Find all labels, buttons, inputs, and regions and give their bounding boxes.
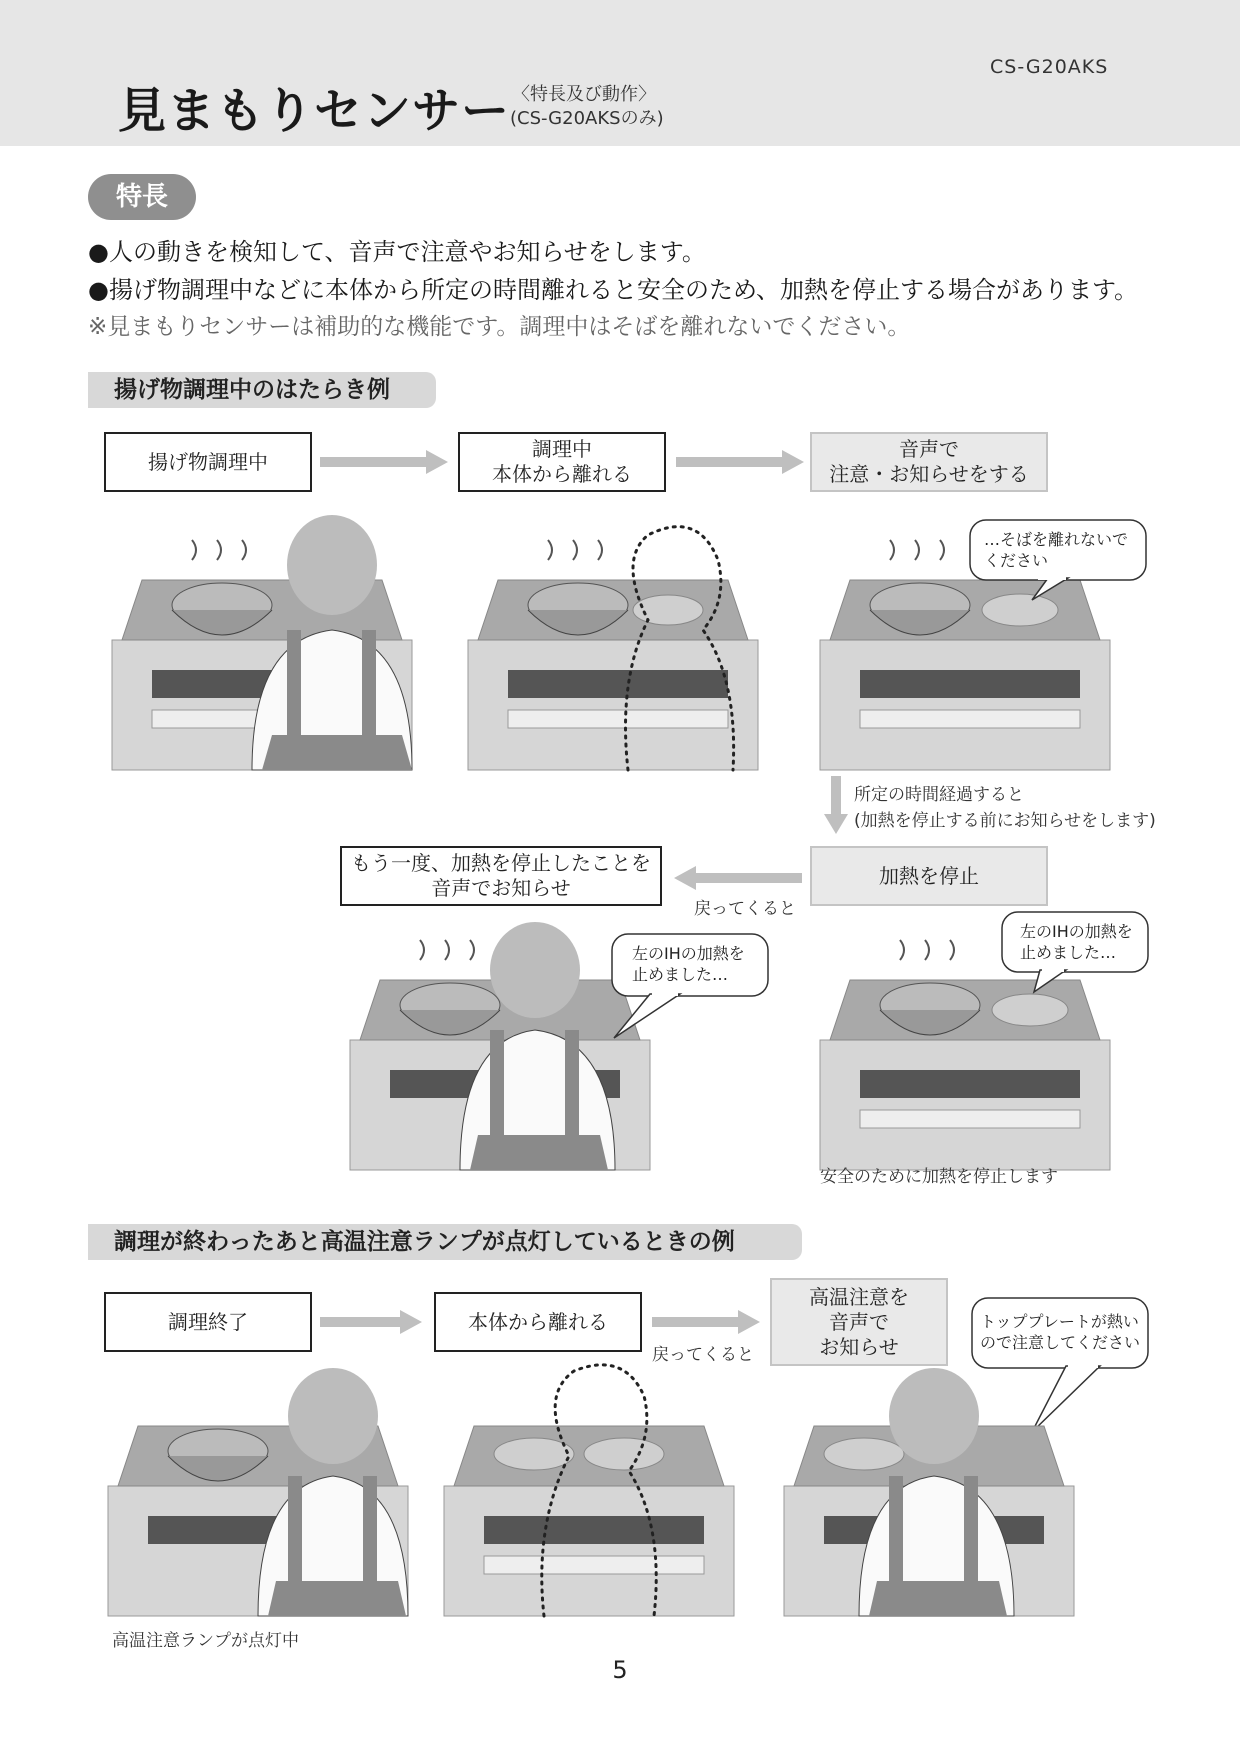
arrow-down-icon <box>824 776 848 836</box>
section-title-frying: 揚げ物調理中のはたらき例 <box>88 372 436 408</box>
flow-box-cooking-finished-label: 調理終了 <box>168 1309 248 1334</box>
flow-box-stop-heating-label: 加熱を停止 <box>879 863 979 888</box>
flow-box-leave-label: 調理中 本体から離れる <box>492 437 632 486</box>
speech-bubble-stopped-text: 左のIHの加熱を 止めました… <box>632 944 745 984</box>
flow-box-voice-warning <box>810 432 1048 492</box>
page-subtitle-model: (CS-G20AKSのみ) <box>510 108 664 129</box>
speech-bubble-stay-text: …そばを離れないで ください <box>984 530 1129 570</box>
feature-note: ※見まもりセンサーは補助的な機能です。調理中はそばを離れないでください。 <box>88 314 911 340</box>
flow-box-leave-unit-label: 本体から離れる <box>468 1309 608 1334</box>
flow-box-high-temp-notice-label: 高温注意を 音声で お知らせ <box>809 1284 909 1359</box>
illustration-person-away <box>468 520 768 770</box>
page-subtitle: 〈特長及び動作〉 <box>512 84 656 105</box>
arrow-right-icon <box>320 1310 424 1334</box>
arrow-right-icon <box>320 450 450 474</box>
flow-box-frying <box>104 432 312 492</box>
feature-bullet-2: ●揚げ物調理中などに本体から所定の時間離れると安全のため、加熱を停止する場合があります。 <box>88 276 1139 304</box>
illustration-person-frying <box>112 520 422 770</box>
flow-box-frying-label: 揚げ物調理中 <box>148 449 268 474</box>
flow-box-high-temp-notice <box>770 1278 948 1366</box>
flow-box-notify-again-label: もう一度、加熱を停止したことを 音声でお知らせ <box>351 851 651 900</box>
illustration-person-returned-hot <box>784 1376 1084 1616</box>
flow-box-leave <box>458 432 666 492</box>
arrow-right-icon <box>676 450 806 474</box>
return-label-2: 戻ってくると <box>652 1345 754 1365</box>
flow-box-leave-unit <box>434 1292 642 1352</box>
flow-box-notify-again <box>340 846 662 906</box>
feature-bullet-1: ●人の動きを検知して、音声で注意やお知らせをします。 <box>88 238 706 266</box>
page-title: 見まもりセンサー <box>118 83 511 139</box>
caption-high-temp-lamp: 高温注意ランプが点灯中 <box>112 1631 299 1651</box>
flow-box-voice-warning-label: 音声で 注意・お知らせをする <box>829 437 1029 486</box>
arrow-left-icon <box>672 866 802 890</box>
page-number: 5 <box>612 1656 628 1684</box>
flow-box-stop-heating <box>810 846 1048 906</box>
caption-stop-heating: 安全のために加熱を停止します <box>820 1167 1058 1187</box>
flow-box-cooking-finished <box>104 1292 312 1352</box>
model-number: CS-G20AKS <box>990 56 1109 78</box>
return-label: 戻ってくると <box>694 899 796 919</box>
illustration-person-finished <box>108 1376 418 1616</box>
arrow-right-icon <box>652 1310 762 1334</box>
elapsed-time-note: (加熱を停止する前にお知らせをします) <box>854 811 1156 831</box>
speech-bubble-hot-text: トッププレートが熱い ので注意してください <box>980 1312 1141 1352</box>
illustration-person-left-unit <box>444 1376 744 1616</box>
elapsed-time-label: 所定の時間経過すると <box>854 785 1024 805</box>
features-label: 特長 <box>88 174 196 220</box>
section-title-high-temp: 調理が終わったあと高温注意ランプが点灯しているときの例 <box>88 1224 802 1260</box>
speech-bubble-stopped-text-2: 左のIHの加熱を 止めました… <box>1020 922 1133 962</box>
